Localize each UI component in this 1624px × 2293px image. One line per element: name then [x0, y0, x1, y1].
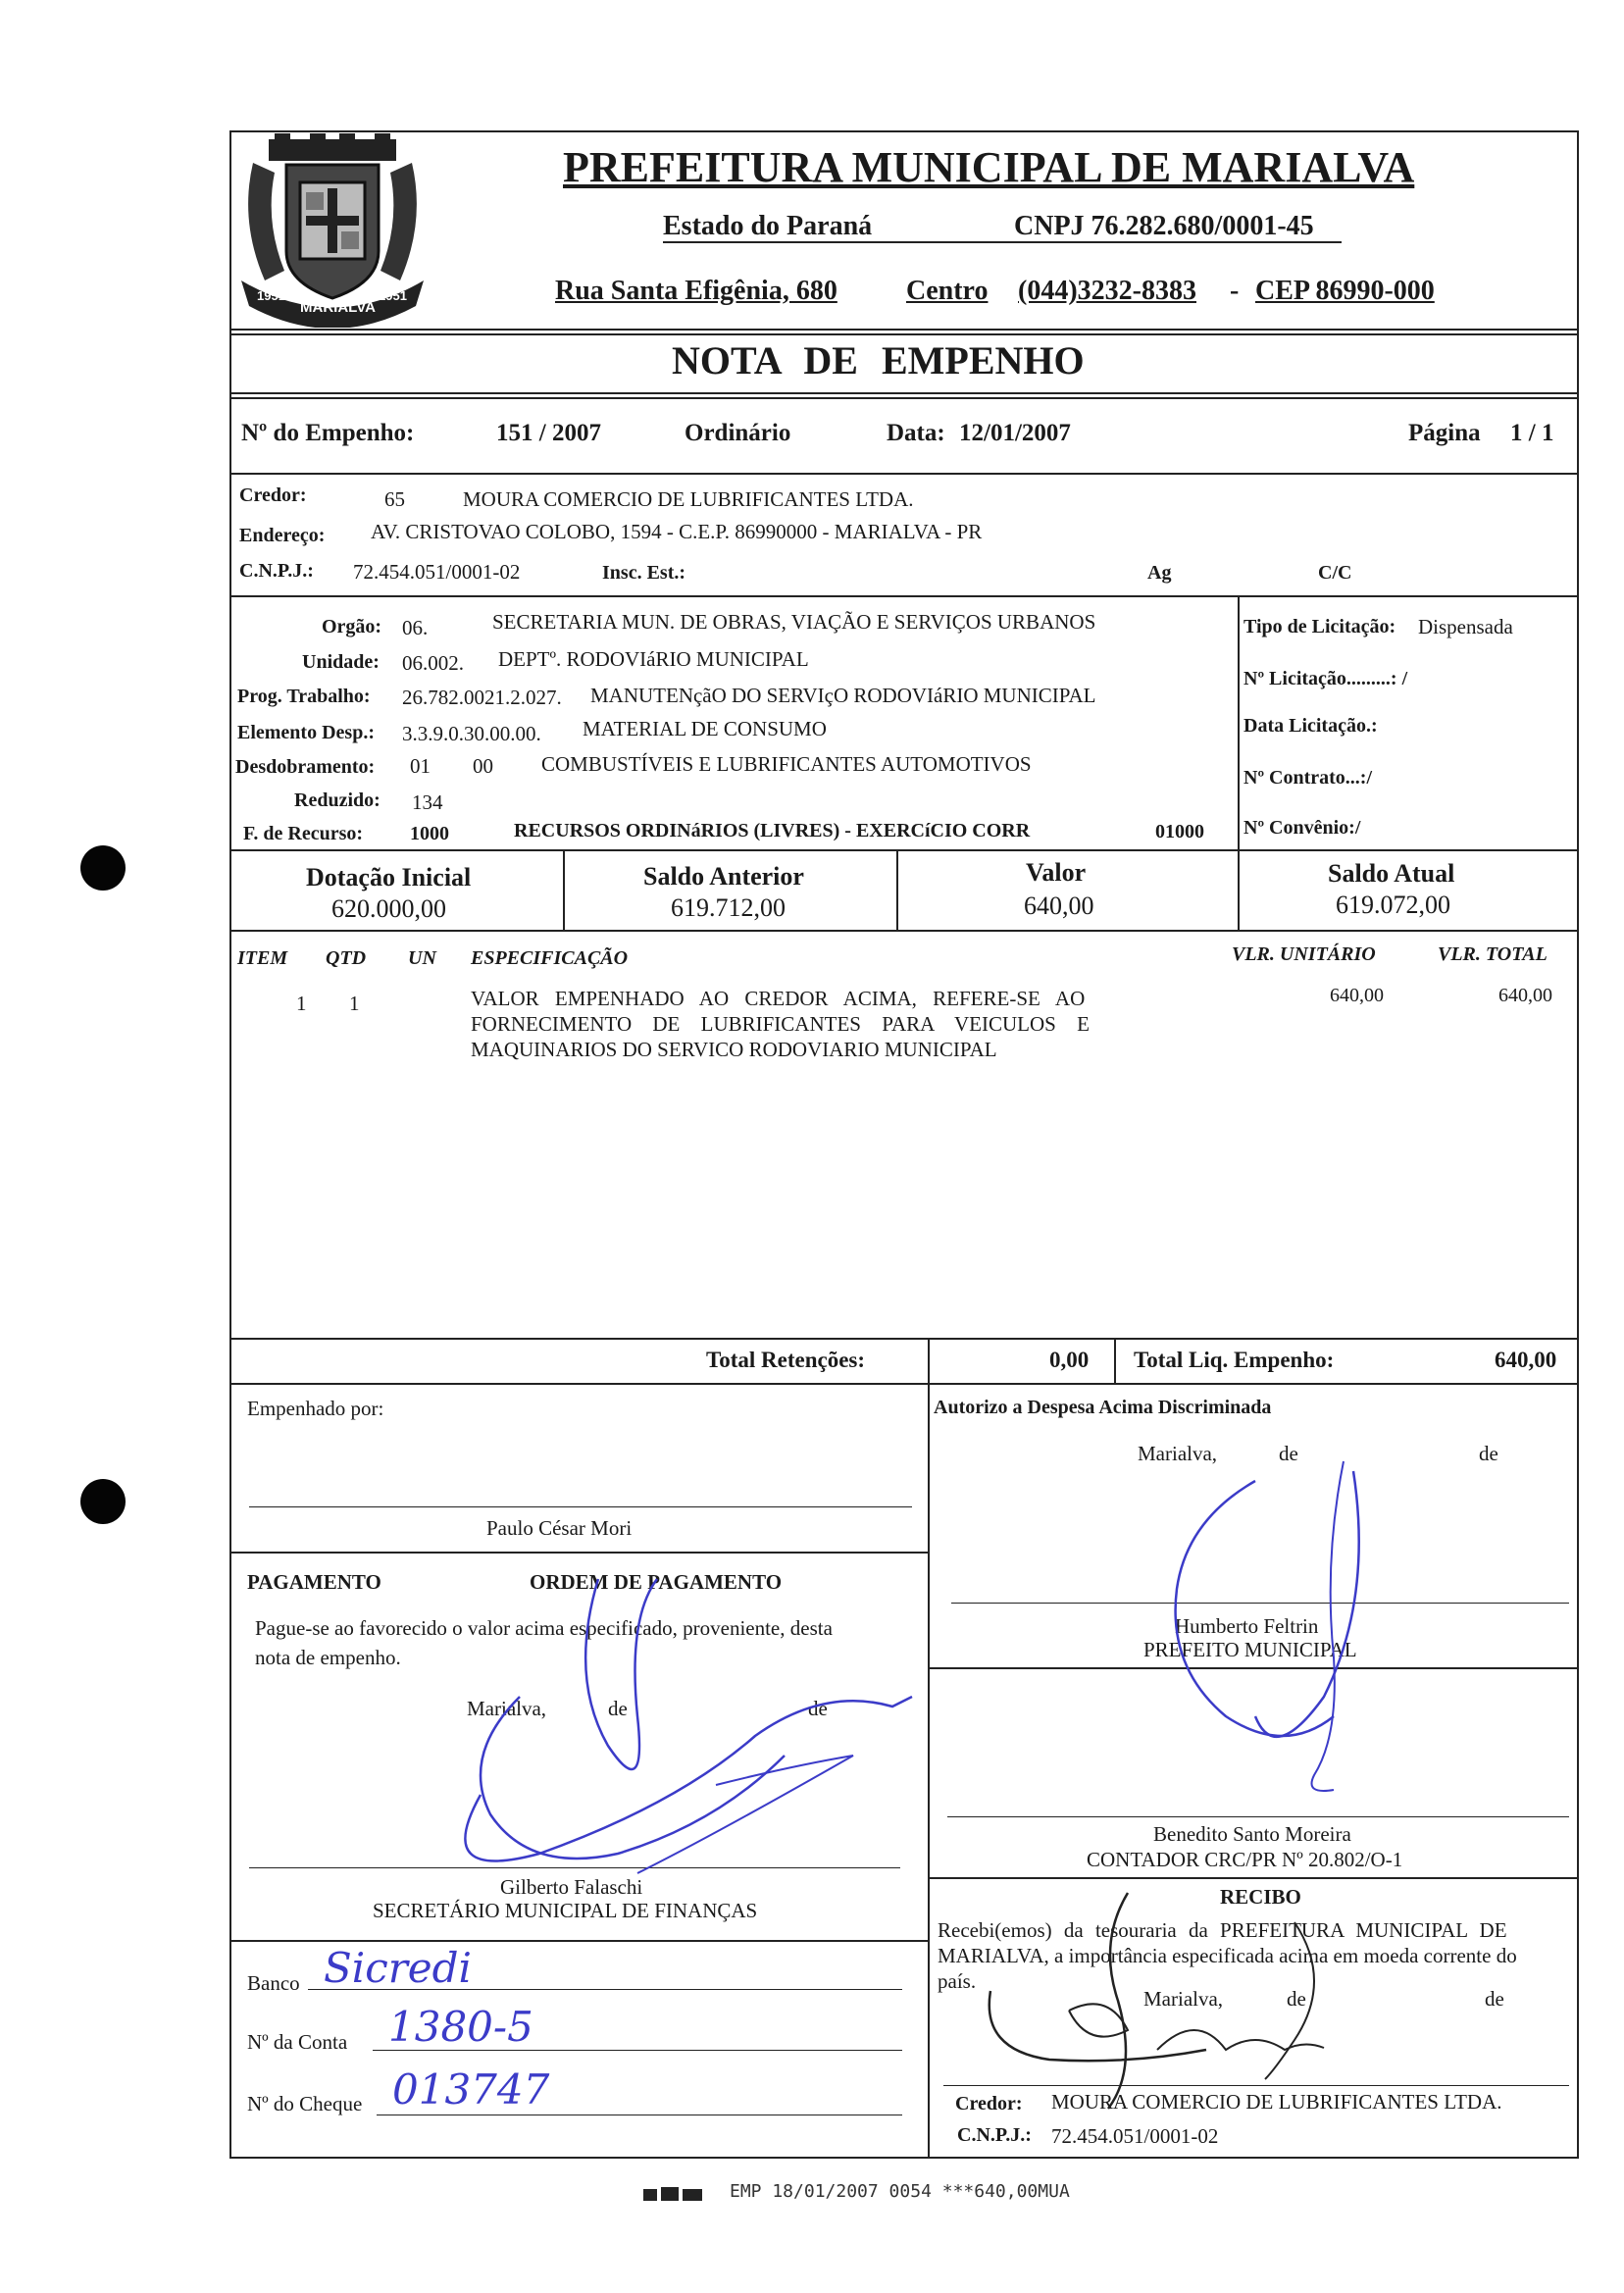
- autorizo-de-1: de: [1279, 1442, 1298, 1465]
- empenhado-label: Empenhado por:: [247, 1397, 384, 1420]
- prog-label: Prog. Trabalho:: [237, 686, 371, 707]
- header-address-street: Rua Santa Efigênia, 680: [555, 276, 837, 306]
- punch-hole-bottom: [80, 1479, 126, 1524]
- orgao-name: SECRETARIA MUN. DE OBRAS, VIAÇÃO E SERVIÇOS URBANOS: [492, 610, 1096, 634]
- creditor-code: 65: [384, 487, 405, 511]
- unidade-label: Unidade:: [302, 651, 380, 673]
- empenho-date-label: Data:: [887, 420, 945, 446]
- licitacao-contrato: Nº Contrato...:/: [1243, 767, 1373, 789]
- coat-name: MARIALVA: [300, 299, 376, 316]
- elemento-label: Elemento Desp.:: [237, 722, 375, 743]
- signature-prefeito: [1128, 1442, 1402, 1814]
- conta-value: 1380-5: [388, 2003, 533, 2051]
- recibo-de-2: de: [1485, 1987, 1504, 2011]
- retencoes-value: 0,00: [1049, 1348, 1090, 1372]
- unidade-name: DEPTº. RODOVIáRIO MUNICIPAL: [498, 647, 809, 671]
- col-header-vlr-unitario: VLR. UNITÁRIO: [1232, 943, 1376, 965]
- recibo-credor-label: Credor:: [955, 2093, 1023, 2115]
- col-header-especificacao: ESPECIFICAÇÃO: [471, 947, 629, 969]
- pagamento-text-line-1: Pague-se ao favorecido o valor acima especificado, proveniente, desta: [255, 1616, 833, 1640]
- row-item: 1: [296, 992, 307, 1015]
- empenho-number: 151 / 2007: [496, 420, 601, 446]
- document-title: NOTA DE EMPENHO: [672, 338, 1085, 382]
- liq-empenho-label: Total Liq. Empenho:: [1134, 1348, 1335, 1372]
- creditor-cc-label: C/C: [1318, 562, 1352, 584]
- unidade-code: 06.002.: [402, 651, 464, 675]
- row-spec-line-1: VALOR EMPENHADO AO CREDOR ACIMA, REFERE-SE AO: [471, 987, 1086, 1010]
- ordem-pagamento-label: ORDEM DE PAGAMENTO: [530, 1570, 783, 1594]
- banco-value: Sicredi: [324, 1944, 472, 1992]
- saldo-atual-value: 619.072,00: [1336, 891, 1450, 919]
- licitacao-date: Data Licitação.:: [1243, 715, 1378, 737]
- prefeito-role: PREFEITO MUNICIPAL: [1143, 1638, 1357, 1661]
- liq-empenho-value: 640,00: [1495, 1348, 1557, 1372]
- autorizo-place: Marialva,: [1138, 1442, 1218, 1465]
- contador-name: Benedito Santo Moreira: [1153, 1822, 1351, 1846]
- row-spec-line-3: MAQUINARIOS DO SERVICO RODOVIARIO MUNICIPAL: [471, 1038, 997, 1061]
- creditor-label: Credor:: [239, 484, 307, 506]
- row-qtd: 1: [349, 992, 360, 1015]
- orgao-label: Orgão:: [322, 616, 382, 637]
- banco-label: Banco: [247, 1971, 300, 1995]
- reduzido-label: Reduzido:: [294, 790, 381, 811]
- elemento-name: MATERIAL DE CONSUMO: [583, 717, 827, 740]
- signature-secretario: [422, 1559, 932, 1912]
- col-header-qtd: QTD: [326, 947, 367, 969]
- licitacao-convenio: Nº Convênio:/: [1243, 817, 1361, 839]
- elemento-code: 3.3.9.0.30.00.00.: [402, 722, 541, 745]
- creditor-insc-label: Insc. Est.:: [602, 562, 686, 584]
- saldo-anterior-label: Saldo Anterior: [643, 862, 804, 891]
- recibo-cnpj-label: C.N.P.J.:: [957, 2124, 1032, 2146]
- recurso-number: 01000: [1155, 821, 1204, 842]
- header-address-district: Centro: [906, 276, 989, 306]
- autorizo-label: Autorizo a Despesa Acima Discriminada: [934, 1397, 1272, 1418]
- secretario-name: Gilberto Falaschi: [500, 1875, 643, 1899]
- empenho-date: 12/01/2007: [959, 420, 1071, 446]
- row-unit-value: 640,00: [1330, 985, 1384, 1006]
- recibo-text-line-3: país.: [938, 1969, 977, 1993]
- desdobramento-label: Desdobramento:: [235, 756, 376, 778]
- col-header-un: UN: [408, 947, 436, 969]
- retencoes-label: Total Retenções:: [706, 1348, 866, 1372]
- recurso-code: 1000: [410, 823, 449, 844]
- coat-of-arms: [235, 133, 430, 328]
- prog-name: MANUTENçãO DO SERVIçO RODOVIáRIO MUNICIPAL: [590, 684, 1096, 707]
- empenhado-name: Paulo César Mori: [486, 1516, 633, 1540]
- header-cnpj: CNPJ 76.282.680/0001-45: [1014, 211, 1314, 241]
- prog-code: 26.782.0021.2.027.: [402, 686, 562, 709]
- header-state: Estado do Paraná: [663, 211, 873, 241]
- pagamento-place: Marialva,: [467, 1697, 547, 1720]
- punch-hole-top: [80, 845, 126, 891]
- desdobramento-code-1: 01: [410, 754, 431, 778]
- licitacao-type-label: Tipo de Licitação:: [1243, 616, 1396, 637]
- recibo-credor-name: MOURA COMERCIO DE LUBRIFICANTES LTDA.: [1051, 2090, 1502, 2114]
- prefeito-name: Humberto Feltrin: [1175, 1614, 1319, 1638]
- pagamento-de-2: de: [808, 1697, 828, 1720]
- reduzido-value: 134: [412, 790, 443, 814]
- autorizo-de-2: de: [1479, 1442, 1498, 1465]
- desdobramento-name: COMBUSTÍVEIS E LUBRIFICANTES AUTOMOTIVOS: [541, 752, 1032, 776]
- signature-recibo: [971, 1883, 1363, 2118]
- licitacao-number: Nº Licitação.........: /: [1243, 668, 1408, 689]
- recibo-text-line-1: Recebi(emos) da tesouraria da PREFEITURA MUNICIPAL DE: [938, 1918, 1507, 1942]
- row-total-value: 640,00: [1498, 985, 1552, 1006]
- coat-year-right: 1951: [379, 288, 407, 303]
- creditor-name: MOURA COMERCIO DE LUBRIFICANTES LTDA.: [463, 487, 914, 511]
- recibo-cnpj: 72.454.051/0001-02: [1051, 2124, 1219, 2148]
- recibo-de-1: de: [1287, 1987, 1306, 2011]
- contador-role: CONTADOR CRC/PR Nº 20.802/O-1: [1087, 1848, 1403, 1871]
- header-cep: CEP 86990-000: [1255, 276, 1435, 306]
- cheque-value: 013747: [392, 2065, 550, 2114]
- pagamento-label: PAGAMENTO: [247, 1570, 381, 1594]
- dotacao-label: Dotação Inicial: [306, 863, 472, 892]
- col-header-item: ITEM: [237, 947, 288, 969]
- recurso-label: F. de Recurso:: [243, 823, 364, 844]
- header-dash: -: [1230, 276, 1240, 306]
- header-title: PREFEITURA MUNICIPAL DE MARIALVA: [563, 143, 1415, 191]
- empenho-type: Ordinário: [685, 420, 791, 446]
- dotacao-value: 620.000,00: [331, 894, 446, 923]
- creditor-ag-label: Ag: [1147, 562, 1172, 584]
- creditor-cnpj-label: C.N.P.J.:: [239, 560, 314, 582]
- conta-label: Nº da Conta: [247, 2030, 348, 2054]
- header-phone: (044)3232-8383: [1018, 276, 1196, 306]
- page-number: 1 / 1: [1510, 420, 1554, 446]
- cashier-stamp: [643, 2177, 1070, 2211]
- empenho-number-label: Nº do Empenho:: [241, 420, 415, 446]
- valor-label: Valor: [1026, 858, 1087, 887]
- stamp-text: EMP 18/01/2007 0054 ***640,00MUA: [730, 2181, 1070, 2202]
- licitacao-type: Dispensada: [1418, 615, 1513, 638]
- cheque-label: Nº do Cheque: [247, 2092, 363, 2115]
- creditor-address-label: Endereço:: [239, 525, 326, 546]
- recibo-title: RECIBO: [1220, 1885, 1301, 1909]
- recibo-place: Marialva,: [1143, 1987, 1224, 2011]
- page-label: Página: [1408, 420, 1481, 446]
- desdobramento-code-2: 00: [473, 754, 493, 778]
- pagamento-de-1: de: [608, 1697, 628, 1720]
- saldo-anterior-value: 619.712,00: [671, 893, 786, 922]
- stamp-logo-icon: [643, 2185, 704, 2203]
- saldo-atual-label: Saldo Atual: [1328, 859, 1455, 888]
- orgao-code: 06.: [402, 616, 429, 639]
- recibo-text-line-2: MARIALVA, a importância especificada acima em moeda corrente do: [938, 1944, 1517, 1967]
- row-spec-line-2: FORNECIMENTO DE LUBRIFICANTES PARA VEICULOS E: [471, 1012, 1090, 1036]
- pagamento-text-line-2: nota de empenho.: [255, 1646, 401, 1669]
- secretario-role: SECRETÁRIO MUNICIPAL DE FINANÇAS: [373, 1899, 758, 1922]
- creditor-address: AV. CRISTOVAO COLOBO, 1594 - C.E.P. 86990000 - MARIALVA - PR: [371, 520, 983, 543]
- recurso-name: RECURSOS ORDINáRIOS (LIVRES) - EXERCíCIO CORR: [514, 820, 1031, 841]
- col-header-vlr-total: VLR. TOTAL: [1438, 943, 1548, 965]
- valor-value: 640,00: [1024, 892, 1094, 920]
- coat-year-left: 1951: [257, 288, 285, 303]
- creditor-cnpj: 72.454.051/0001-02: [353, 560, 521, 584]
